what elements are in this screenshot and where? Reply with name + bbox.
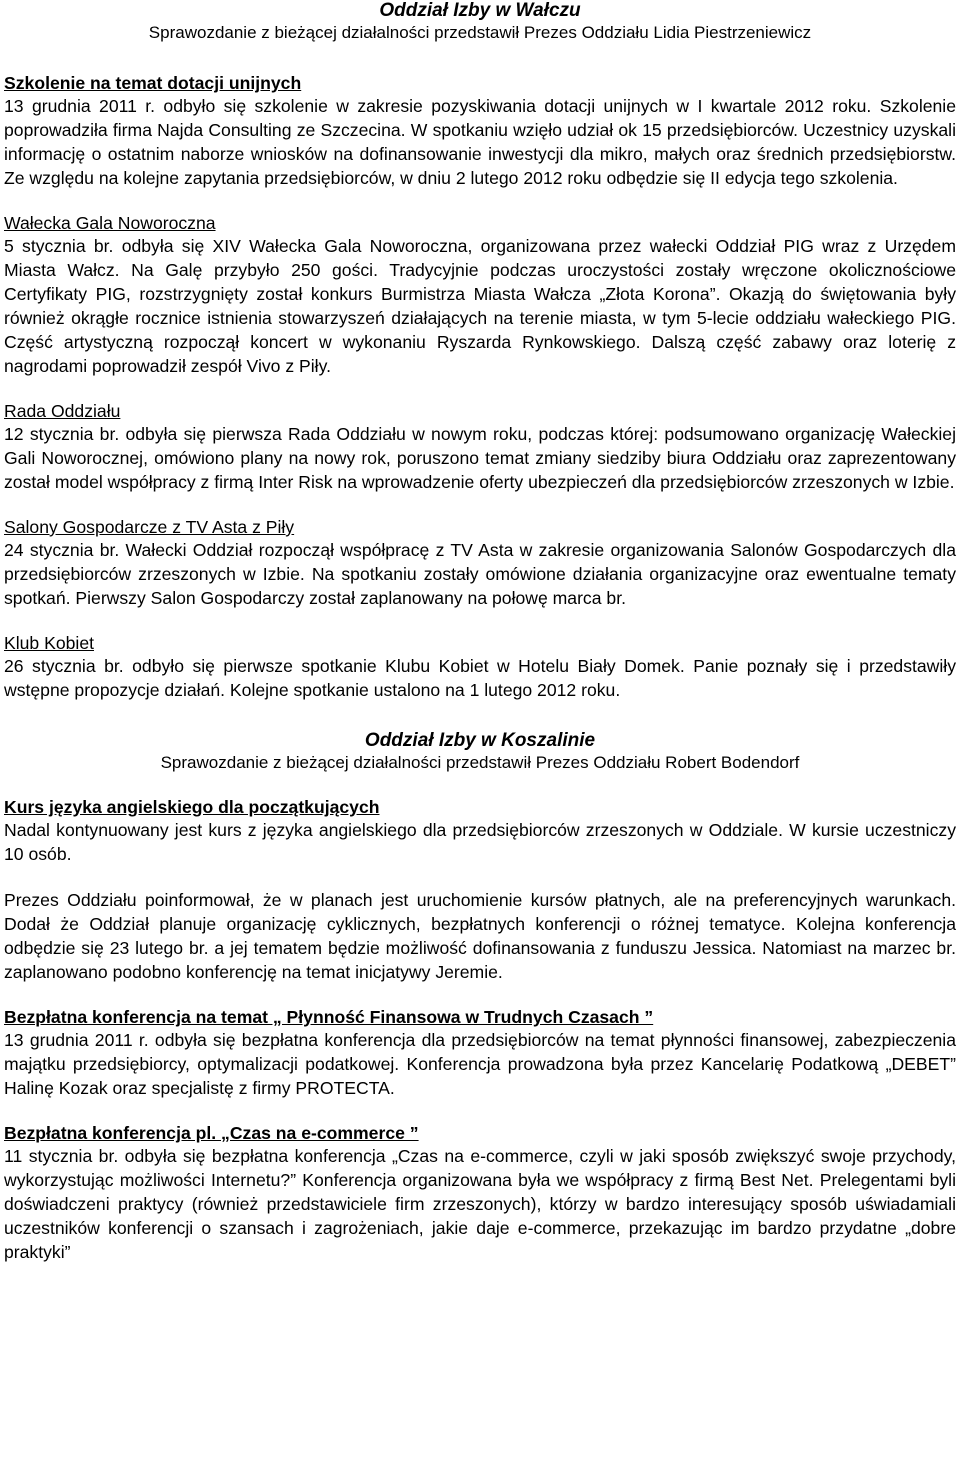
section-heading-english-course: Kurs języka angielskiego dla początkujących [4,797,380,817]
section-text-english-course: Nadal kontynuowany jest kurs z języka angielskiego dla przedsiębiorców zrzeszonych w Oddziale. W kursie uczestniczy 10 osób. [4,820,956,864]
section-heading-eu-training: Szkolenie na temat dotacji unijnych [4,73,302,93]
section-heading-liquidity-conference: Bezpłatna konferencja na temat „ Płynność Finansowa w Trudnych Czasach ” [4,1007,654,1027]
section-heading-gala: Wałecka Gala Noworoczna [4,213,216,233]
section-text-womens-club: 26 stycznia br. odbyło się pierwsze spotkanie Klubu Kobiet w Hotelu Biały Domek. Panie poznały się i przedstawiły wstępne propozycje działań. Kolejne spotkanie ustalono na 1 lutego 2012 roku. [4,656,956,700]
walcz-report-subtitle: Sprawozdanie z bieżącej działalności przedstawił Prezes Oddziału Lidia Piestrzeniewicz [148,23,812,42]
walcz-branch-title: Oddział Izby w Wałczu [379,0,581,21]
section-text-salons: 24 stycznia br. Wałecki Oddział rozpoczął współpracę z TV Asta w zakresie organizowania Salonów Gospodarczych dla przedsiębiorców zrzeszonych w Izbie. Na spotkaniu zostały omówione działania organizacyjne oraz ewentualne tematy spotkań. Pierwszy Salon Gospodarczy został zaplanowany na połowę marca br. [4,540,956,608]
section-heading-council: Rada Oddziału [4,401,121,421]
section-heading-ecommerce-conference: Bezpłatna konferencja pl. „Czas na e-commerce ” [4,1123,419,1143]
section-text-president-plans: Prezes Oddziału poinformował, że w planach jest uruchomienie kursów płatnych, ale na preferencyjnych warunkach. Dodał że Oddział planuje organizację cyklicznych, bezpłatnych konferencji o różnej tematyce. Kolejna konferencja odbędzie się 23 lutego br. a jej tematem będzie możliwość dofinansowania z funduszu Jessica. Natomiast na marzec br. zaplanowano podobno konferencję na temat inicjatywy Jeremie. [4,890,956,982]
section-text-council: 12 stycznia br. odbyła się pierwsza Rada Oddziału w nowym roku, podczas której: podsumowano organizację Wałeckiej Gali Noworocznej, omówiono plany na nowy rok, poruszono temat zmiany siedziby biura Oddziału oraz zaprezentowany został model współpracy z firmą Inter Risk na wprowadzenie oferty ubezpieczeń dla przedsiębiorców zrzeszonych w Izbie. [4,424,956,492]
section-text-ecommerce-conference: 11 stycznia br. odbyła się bezpłatna konferencja „Czas na e-commerce, czyli w jaki sposób zwiększyć swoje przychody, wykorzystując możliwości Internetu?” Konferencja organizowana była we współpracy z firmą Best Net. Prelegentami byli doświadczeni praktycy (również przedstawiciele firm zrzeszonych), którzy w bardzo interesujący sposób uświadamiali uczestników konferencji o szansach i zagrożeniach, jakie daje e-commerce, przekazując im bardzo przydatne „dobre praktyki” [4,1146,956,1262]
section-text-eu-training: 13 grudnia 2011 r. odbyło się szkolenie w zakresie pozyskiwania dotacji unijnych w I kwartale 2012 roku. Szkolenie poprowadziła firma Najda Consulting ze Szczecina. W spotkaniu wzięło udział ok 15 przedsiębiorców. Uczestnicy uzyskali informację o ostatnim naborze wniosków na dofinansowanie inwestycji dla mikro, małych oraz średnich przedsiębiorstw. Ze względu na kolejne zapytania przedsiębiorców, w dniu 2 lutego 2012 roku odbędzie się II edycja tego szkolenia. [4,96,956,188]
section-text-gala: 5 stycznia br. odbyła się XIV Wałecka Gala Noworoczna, organizowana przez wałecki Oddział PIG wraz z Urzędem Miasta Wałcz. Na Galę przybyło 250 gości. Tradycyjnie podczas uroczystości zostały wręczone okolicznościowe Certyfikaty PIG, rozstrzygnięty został konkurs Burmistrza Miasta Wałcza „Złota Korona”. Okazją do świętowania były również okrągłe rocznice istnienia stowarzyszeń działających na terenie miasta, w tym 5-lecie oddziału wałeckiego PIG. Część artystyczną rozpoczął koncert w wykonaniu Ryszarda Rynkowskiego. Dalszą część zabawy oraz loterię z nagrodami poprowadził zespół Vivo z Piły. [4,236,956,376]
koszalin-branch-title: Oddział Izby w Koszalinie [364,730,596,751]
section-heading-salons: Salony Gospodarcze z TV Asta z Piły [4,517,295,537]
section-heading-womens-club: Klub Kobiet [4,633,94,653]
section-text-liquidity-conference: 13 grudnia 2011 r. odbyła się bezpłatna konferencja dla przedsiębiorców na temat płynności finansowej, zabezpieczenia majątku przedsiębiorcy, optymalizacji podatkowej. Konferencja prowadzona była przez Kancelarię Podatkową „DEBET” Halinę Kozak oraz specjalistę z firmy PROTECTA. [4,1030,956,1098]
koszalin-report-subtitle: Sprawozdanie z bieżącej działalności przedstawił Prezes Oddziału Robert Bodendorf [160,753,800,772]
